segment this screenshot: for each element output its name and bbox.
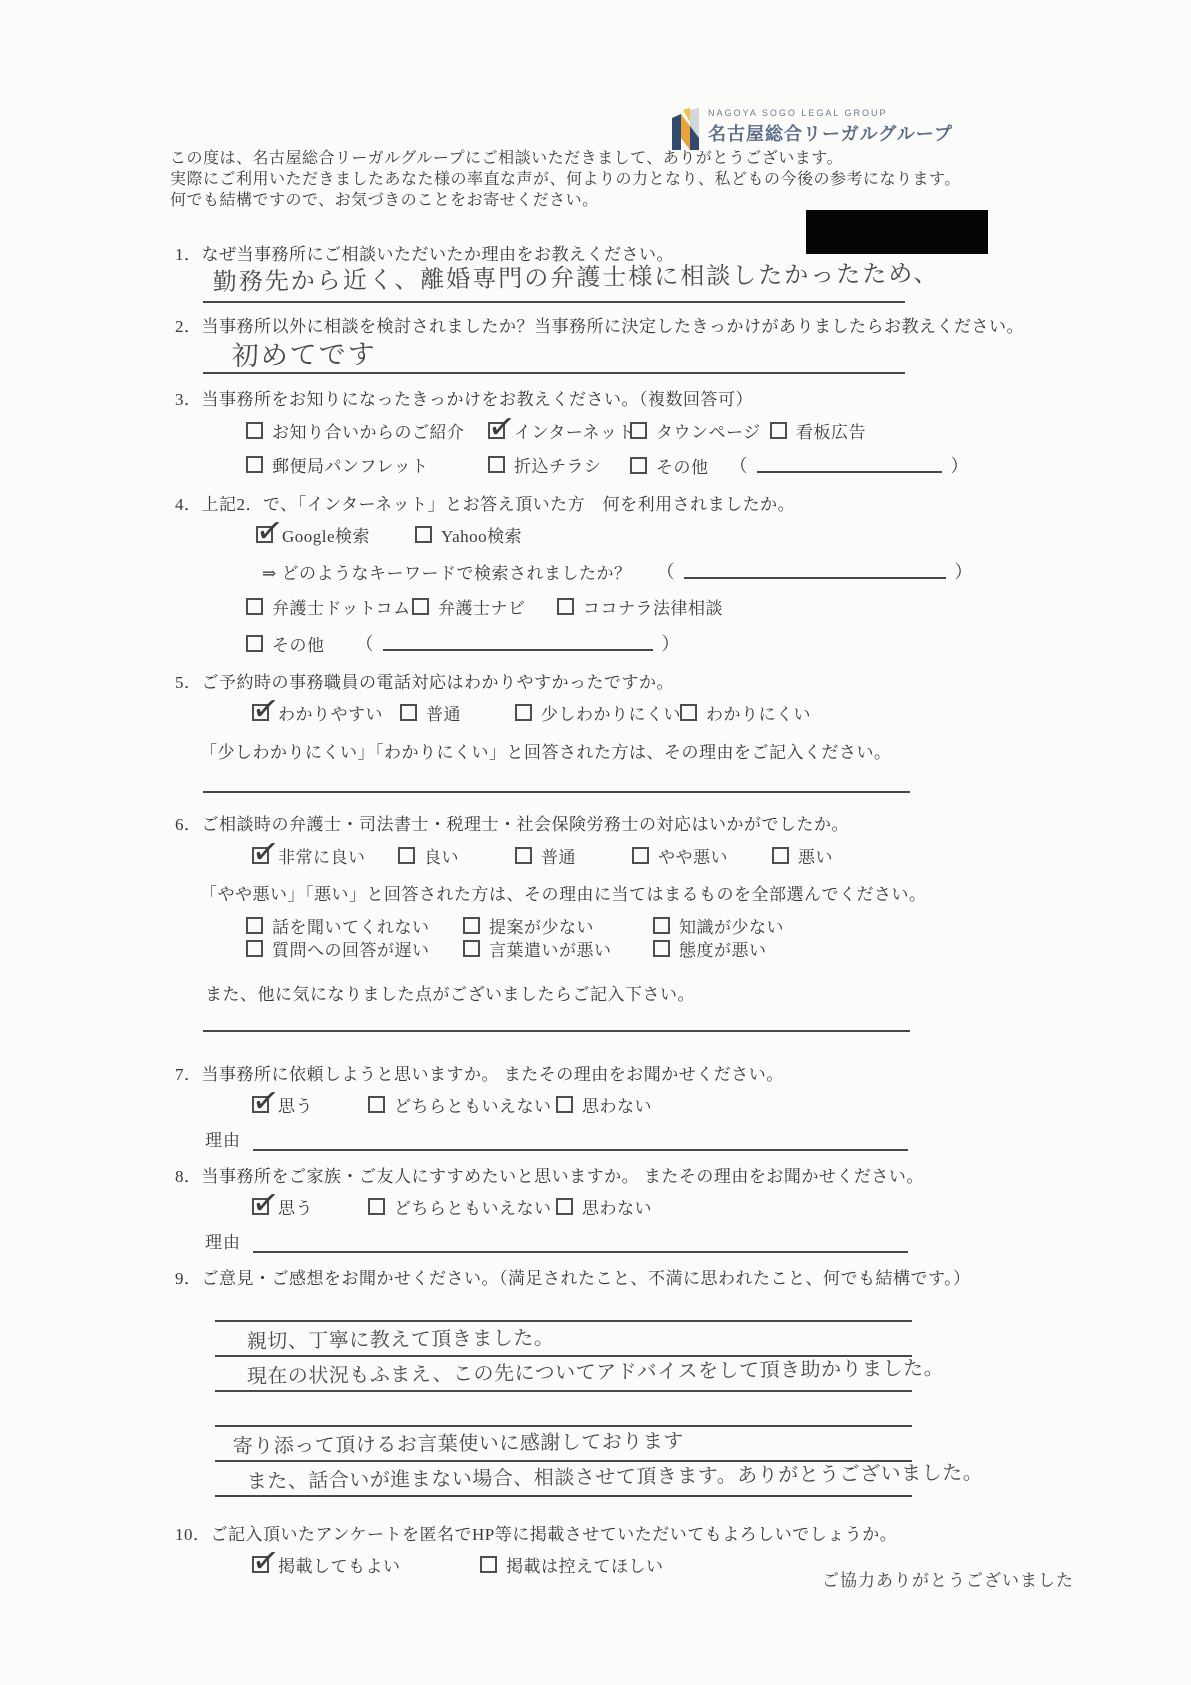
q9-answer-row (215, 1322, 912, 1357)
q3-option-signboard-ad (770, 418, 866, 443)
option-label: わかりやすい (278, 705, 383, 724)
q9-answer-row (215, 1357, 945, 1392)
q7-reason-line (253, 1131, 908, 1151)
q5-followup: 「少しわかりにくい」「わかりにくい」と回答された方は、その理由をご記入ください。 (200, 743, 892, 762)
checkbox-bengoshi-dotcom (246, 598, 263, 615)
option-label: やや悪い (658, 848, 728, 867)
option-label: 話を聞いてくれない (272, 918, 430, 937)
option-label: 掲載してもよい (278, 1557, 401, 1576)
checkbox-normal (400, 704, 417, 721)
q8-option-no (556, 1194, 652, 1219)
redaction-box (806, 210, 988, 254)
q8-option-neutral (368, 1194, 552, 1219)
checkbox-somewhat-bad (632, 847, 649, 864)
checkbox-post-office-pamphlet (246, 456, 263, 473)
checkbox-no (556, 1198, 573, 1215)
q6-reason-few-proposals (463, 913, 594, 938)
checkbox-other (246, 635, 263, 652)
checkbox-yahoo-search (415, 526, 432, 543)
q9-answer-area (215, 1320, 984, 1497)
q7-option-no (556, 1092, 652, 1117)
option-label: 弁護士ドットコム (272, 599, 411, 618)
q4-option-bengoshi-dotcom (246, 594, 411, 619)
checkbox-bad (772, 847, 789, 864)
checkbox-slightly-hard (515, 704, 532, 721)
q6-reason-not-listening (246, 913, 430, 938)
reason-label: 理由 (205, 1233, 241, 1252)
option-label: 思う (278, 1097, 313, 1116)
option-label: 少しわかりにくい (541, 705, 681, 724)
checkbox-little-knowledge (653, 917, 670, 934)
paren-open: （ (729, 456, 748, 476)
checkbox-good (398, 847, 415, 864)
option-label: その他 (272, 635, 325, 655)
q6-option-somewhat-bad (632, 843, 728, 868)
option-label: 折込チラシ (514, 457, 602, 476)
q8-reason-line (253, 1233, 908, 1253)
q4-option-google (256, 522, 370, 547)
q3-option-internet (488, 418, 635, 443)
q2-answer-line (203, 372, 905, 374)
checkbox-bad-attitude (653, 940, 670, 957)
paren-close: ） (950, 456, 969, 476)
checkbox-slow-answers (246, 940, 263, 957)
option-label: 郵便局パンフレット (272, 457, 429, 476)
q3-title: 3．当事務所をお知りになったきっかけをお教えください。（複数回答可） (175, 390, 753, 409)
handwritten-answer: また、話合いが進まない場合、相談させて頂きます。ありがとうございました。 (246, 1462, 984, 1494)
q4-option-bengoshi-navi (412, 594, 526, 619)
q5-answer-line (203, 791, 910, 793)
q8-title: 8．当事務所をご家族・ご友人にすすめたいと思いますか。 またその理由をお聞かせください。 (175, 1167, 924, 1186)
q4-option-coconala (557, 594, 723, 619)
logo-text-en: NAGOYA SOGO LEGAL GROUP (708, 108, 888, 118)
q2-handwritten-answer: 初めてです (231, 339, 377, 372)
q4-keyword-row (262, 558, 973, 584)
q5-title: 5．ご予約時の事務職員の電話対応はわかりやすかったですか。 (175, 673, 674, 692)
checkbox-neutral (368, 1096, 385, 1113)
option-label: その他 (656, 457, 709, 477)
option-label: Google検索 (282, 527, 371, 546)
checkbox-google-search (256, 526, 273, 543)
q8-reason-row (205, 1228, 908, 1253)
option-label: タウンページ (656, 423, 761, 442)
q6-followup: 「やや悪い」「悪い」と回答された方は、その理由に当てはまるものを全部選んでください。 (200, 885, 927, 904)
checkbox-hard (680, 704, 697, 721)
q1-answer-line (203, 301, 905, 303)
other-answer-line (383, 635, 653, 651)
q10-title: 10．ご記入頂いたアンケートを匿名でHP等に掲載させていただいてもよろしいでしょうか。 (175, 1525, 898, 1544)
logo-mark-icon (670, 108, 700, 150)
checkbox-yes (252, 1096, 269, 1113)
checkbox-decline-publish (480, 1556, 497, 1573)
checkbox-coconala (557, 598, 574, 615)
option-label: 思う (278, 1199, 313, 1218)
q10-option-decline-publish (480, 1552, 664, 1577)
q5-option-hard (680, 700, 811, 725)
checkbox-other (630, 457, 647, 474)
option-label: お知り合いからのご紹介 (272, 423, 465, 442)
q6-reason-little-knowledge (653, 913, 784, 938)
other-answer-line (757, 457, 942, 473)
paren-close: ） (661, 634, 680, 654)
intro-line-2: 実際にご利用いただきましたあなた様の率直な声が、何よりの力となり、私どもの今後の参考になります。 (170, 171, 961, 188)
checkbox-bad-language (463, 940, 480, 957)
option-label: 良い (424, 848, 459, 867)
option-label: 弁護士ナビ (438, 599, 526, 618)
q3-option-referral (246, 418, 465, 443)
q6-option-bad (772, 843, 833, 868)
footer-thanks: ご協力ありがとうございました (822, 1571, 1074, 1590)
checkbox-yes (252, 1198, 269, 1215)
checkbox-easy-to-understand (252, 704, 269, 721)
option-label: 悪い (798, 848, 833, 867)
checkbox-very-good (252, 847, 269, 864)
q6-reason-slow-answers (246, 936, 430, 961)
paren-open: （ (656, 562, 675, 582)
option-label: 思わない (582, 1097, 652, 1116)
checkbox-flyer (488, 456, 505, 473)
q5-option-slightly-hard (515, 700, 681, 725)
q8-option-yes (252, 1194, 313, 1219)
q6-title: 6．ご相談時の弁護士・司法書士・税理士・社会保険労務士の対応はいかがでしたか。 (175, 815, 849, 834)
checkbox-allow-publish (252, 1556, 269, 1573)
q9-answer-row (215, 1392, 912, 1427)
option-label: 態度が悪い (679, 941, 767, 960)
handwritten-answer: 現在の状況もふまえ、この先についてアドバイスをして頂き助かりました。 (246, 1357, 945, 1389)
checkbox-townpage (630, 422, 647, 439)
q6-reason-bad-attitude (653, 936, 767, 961)
handwritten-answer: 寄り添って頂けるお言葉使いに感謝しております (232, 1430, 684, 1459)
company-logo (670, 108, 953, 150)
intro-line-1: この度は、名古屋総合リーガルグループにご相談いただきまして、ありがとうございます。 (170, 150, 843, 167)
handwritten-answer: 親切、丁寧に教えて頂きました。 (246, 1327, 555, 1354)
checkbox-signboard-ad (770, 422, 787, 439)
option-label: Yahoo検索 (441, 527, 523, 546)
q6-reason-bad-language (463, 936, 612, 961)
option-label: どちらともいえない (394, 1097, 552, 1116)
checkbox-no (556, 1096, 573, 1113)
q6-option-good (398, 843, 459, 868)
q3-option-townpage (630, 418, 761, 443)
checkbox-not-listening (246, 917, 263, 934)
q1-title: 1．なぜ当事務所にご相談いただいたか理由をお教えください。 (175, 245, 674, 264)
q6-note: また、他に気になりました点がございましたらご記入下さい。 (205, 985, 695, 1004)
reason-label: 理由 (205, 1131, 241, 1150)
q3-option-post-office-pamphlet (246, 452, 429, 477)
q7-option-yes (252, 1092, 313, 1117)
option-label: ココナラ法律相談 (583, 599, 723, 618)
option-label: インターネット (514, 423, 635, 442)
option-label: 知識が少ない (679, 918, 784, 937)
checkbox-referral (246, 422, 263, 439)
q5-option-normal (400, 700, 461, 725)
intro-line-3: 何でも結構ですので、お気づきのことをお寄せください。 (170, 192, 599, 209)
q7-option-neutral (368, 1092, 552, 1117)
paren-open: （ (355, 634, 374, 654)
option-label: 非常に良い (278, 848, 366, 867)
q9-answer-row (215, 1427, 912, 1462)
checkbox-bengoshi-navi (412, 598, 429, 615)
option-label: 言葉遣いが悪い (489, 941, 612, 960)
option-label: わかりにくい (706, 705, 811, 724)
q9-answer-row (215, 1462, 984, 1497)
q6-option-normal (515, 843, 576, 868)
checkbox-normal (515, 847, 532, 864)
q1-handwritten-answer: 勤務先から近く、離婚専門の弁護士様に相談したかったため、 (212, 261, 940, 297)
option-label: 掲載は控えてほしい (506, 1557, 664, 1576)
option-label: どちらともいえない (394, 1199, 552, 1218)
option-label: 質問への回答が遅い (272, 941, 430, 960)
option-label: 普通 (541, 848, 576, 867)
keyword-prompt: ⇒ どのようなキーワードで検索されましたか？ (262, 563, 632, 583)
checkbox-neutral (368, 1198, 385, 1215)
paren-close: ） (954, 562, 973, 582)
q3-option-other (630, 452, 969, 478)
q10-option-allow-publish (252, 1552, 401, 1577)
q5-option-easy (252, 700, 383, 725)
q3-option-flyer (488, 452, 602, 477)
q6-answer-line (203, 1030, 910, 1032)
checkbox-few-proposals (463, 917, 480, 934)
q6-option-very-good (252, 843, 366, 868)
checkbox-internet (488, 422, 505, 439)
keyword-answer-line (684, 563, 946, 579)
q2-title: 2．当事務所以外に相談を検討されましたか？当事務所に決定したきっかけがありましたらお教えください。 (175, 317, 1024, 336)
option-label: 普通 (426, 705, 461, 724)
q7-reason-row (205, 1126, 908, 1151)
q4-option-other (246, 630, 680, 656)
option-label: 提案が少ない (489, 918, 594, 937)
option-label: 看板広告 (796, 423, 866, 442)
q4-option-yahoo (415, 522, 522, 547)
option-label: 思わない (582, 1199, 652, 1218)
q9-title: 9．ご意見・ご感想をお聞かせください。（満足されたこと、不満に思われたこと、何でも結構です。） (175, 1269, 971, 1288)
q7-title: 7．当事務所に依頼しようと思いますか。 またその理由をお聞かせください。 (175, 1065, 784, 1084)
logo-text-jp: 名古屋総合リーガルグループ (708, 124, 953, 144)
q4-title: 4．上記2．で、「インターネット」とお答え頂いた方 何を利用されましたか。 (175, 495, 796, 514)
